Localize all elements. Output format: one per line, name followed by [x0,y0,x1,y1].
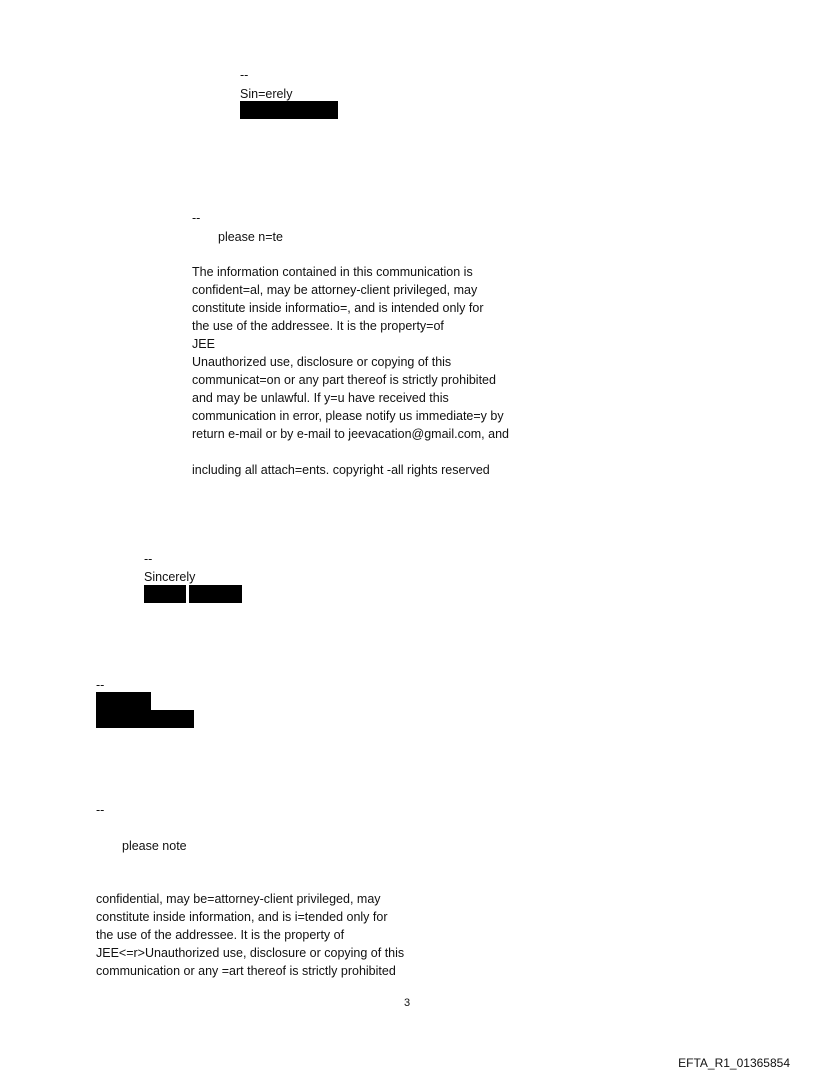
document-id: EFTA_R1_01365854 [678,1056,790,1070]
disclaimer-line: confidential, may be=attorney-client privileged, may [96,892,381,906]
disclaimer-line: confident=al, may be attorney-client privileged, may [192,283,478,297]
disclaimer-line: the use of the addressee. It is the property=of [192,319,444,333]
disclaimer-line: Unauthorized use, disclosure or copying of this [192,355,452,369]
redaction-box [144,585,186,603]
redaction-box [96,692,151,710]
separator-dashes: -- [144,552,153,566]
disclaimer-line: The information contained in this communication is [192,265,473,279]
separator-dashes: -- [192,211,201,225]
page-number: 3 [404,997,411,1009]
disclaimer-line: communication in error, please notify us immediate=y by [192,409,504,423]
disclaimer-line: communicat=on or any part thereof is strictly prohibited [192,373,496,387]
disclaimer-line: and may be unlawful. If y=u have received this [192,391,449,405]
disclaimer-line: communication or any =art thereof is strictly prohibited [96,964,396,978]
redaction-box [96,710,194,728]
disclaimer-line: constitute inside information, and is i=tended only for [96,910,388,924]
separator-dashes: -- [240,68,249,82]
disclaimer-line: return e-mail or by e-mail to jeevacation@gmail.com, and [192,427,509,441]
redaction-box [189,585,242,603]
closing-text: Sincerely [144,570,196,584]
redaction-box [240,101,338,119]
notice-header: please n=te [218,230,283,244]
separator-dashes: -- [96,678,105,692]
closing-text: Sin=erely [240,87,293,101]
notice-header: please note [122,839,187,853]
separator-dashes: -- [96,803,105,817]
disclaimer-line: the use of the addressee. It is the property of [96,928,345,942]
copyright-line: including all attach=ents. copyright -all rights reserved [192,463,490,477]
disclaimer-line: constitute inside informatio=, and is intended only for [192,301,484,315]
disclaimer-line: JEE [192,337,215,351]
disclaimer-line: JEE<=r>Unauthorized use, disclosure or copying of this [96,946,405,960]
